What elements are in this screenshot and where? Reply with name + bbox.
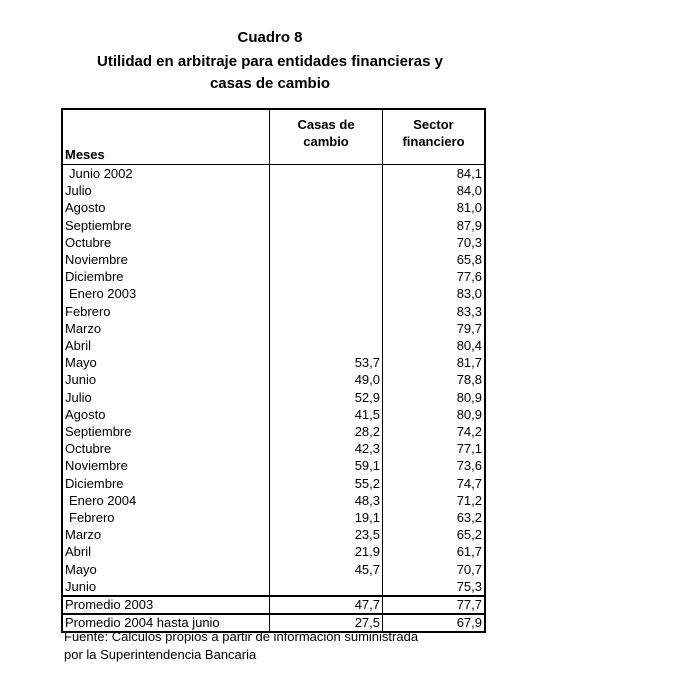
cell-sector [383, 354, 486, 371]
cell-casas [270, 371, 383, 388]
cell-sector-text: 77,1 [456, 441, 482, 457]
cell-casas [270, 526, 383, 543]
cell-casas-text: 47,7 [354, 597, 380, 613]
table-number: Cuadro 8 [237, 29, 303, 46]
cell-casas [270, 303, 383, 320]
table-row [62, 217, 485, 234]
cell-sector-text: 81,0 [456, 200, 482, 216]
cell-mes-text: Febrero [69, 510, 115, 526]
cell-casas [270, 561, 383, 578]
cell-casas-text: 23,5 [354, 527, 380, 543]
table-title-line1: Utilidad en arbitraje para entidades financieras y [97, 53, 443, 70]
cell-mes [62, 354, 270, 371]
cell-casas-text: 59,1 [354, 458, 380, 474]
cell-mes-text: Junio [65, 372, 97, 388]
cell-sector-text: 77,7 [456, 597, 482, 613]
cell-mes-text: Junio [65, 578, 97, 594]
cell-mes [62, 337, 270, 354]
cell-sector [383, 389, 486, 406]
cell-casas [270, 199, 383, 216]
cell-sector-text: 83,3 [456, 303, 482, 319]
cell-mes [62, 492, 270, 509]
cell-sector [383, 303, 486, 320]
cell-casas [270, 165, 383, 183]
cell-mes [62, 543, 270, 560]
cell-sector [383, 251, 486, 268]
cell-casas-text: 48,3 [354, 492, 380, 508]
cell-sector [383, 526, 486, 543]
cell-mes [62, 371, 270, 388]
cell-casas-text: 21,9 [354, 544, 380, 560]
cell-mes-text: Diciembre [65, 269, 124, 285]
cell-mes-text: Enero 2004 [69, 492, 137, 508]
cell-mes [62, 251, 270, 268]
cell-mes [62, 303, 270, 320]
table-row [62, 492, 485, 509]
data-table [61, 108, 486, 633]
cell-sector-text: 83,0 [456, 286, 482, 302]
cell-mes [62, 475, 270, 492]
cell-casas [270, 440, 383, 457]
cell-sector-text: 84,0 [456, 183, 482, 199]
table-row [62, 165, 485, 183]
cell-sector-text: 65,2 [456, 527, 482, 543]
table-row [62, 337, 485, 354]
cell-sector-text: 78,8 [456, 372, 482, 388]
source-note-line2: por la Superintendencia Bancaria [64, 647, 257, 662]
cell-sector-text: 77,6 [456, 269, 482, 285]
cell-casas [270, 492, 383, 509]
cell-casas [270, 596, 383, 614]
cell-mes [62, 320, 270, 337]
cell-sector-text: 79,7 [456, 320, 482, 336]
table-row [62, 371, 485, 388]
cell-casas-text: 45,7 [354, 561, 380, 577]
cell-mes-text: Octubre [65, 441, 112, 457]
table-row [62, 509, 485, 526]
cell-mes-text: Noviembre [65, 458, 128, 474]
cell-sector-text: 84,1 [456, 166, 482, 181]
cell-sector [383, 337, 486, 354]
cell-mes [62, 182, 270, 199]
cell-sector [383, 182, 486, 199]
table-row [62, 268, 485, 285]
cell-casas-text: 27,5 [354, 615, 380, 631]
cell-mes-text: Septiembre [65, 217, 132, 233]
cell-casas [270, 285, 383, 302]
cell-mes-text: Agosto [65, 200, 106, 216]
cell-mes-text: Diciembre [65, 475, 124, 491]
table-row [62, 526, 485, 543]
cell-sector [383, 199, 486, 216]
table-row [62, 406, 485, 423]
cell-sector [383, 457, 486, 474]
table-row [62, 389, 485, 406]
cell-sector-text: 65,8 [456, 252, 482, 268]
table-row [62, 561, 485, 578]
cell-mes-text: Promedio 2003 [65, 597, 154, 613]
cell-mes [62, 457, 270, 474]
cell-sector-text: 70,7 [456, 561, 482, 577]
cell-mes-text: Promedio 2004 hasta junio [65, 615, 220, 631]
cell-sector-text: 80,4 [456, 338, 482, 354]
cell-casas-text: 28,2 [354, 424, 380, 440]
cell-sector [383, 285, 486, 302]
cell-mes [62, 526, 270, 543]
cell-mes-text: Septiembre [65, 424, 132, 440]
cell-mes [62, 165, 270, 183]
cell-mes [62, 578, 270, 596]
cell-sector-text: 74,2 [456, 424, 482, 440]
cell-casas [270, 251, 383, 268]
cell-mes [62, 285, 270, 302]
header-sector-text: Sector financiero [402, 117, 465, 149]
cell-mes-text: Julio [65, 183, 92, 199]
cell-sector [383, 440, 486, 457]
cell-casas-text: 42,3 [354, 441, 380, 457]
cell-sector [383, 371, 486, 388]
cell-sector-text: 74,7 [456, 475, 482, 491]
header-sector-financiero [383, 109, 486, 165]
cell-casas [270, 406, 383, 423]
cell-casas-text: 49,0 [354, 372, 380, 388]
cell-sector [383, 561, 486, 578]
summary-body [62, 596, 485, 632]
table-row [62, 182, 485, 199]
cell-sector [383, 543, 486, 560]
cell-casas [270, 389, 383, 406]
cell-mes-text: Julio [65, 389, 92, 405]
table-row [62, 578, 485, 596]
cell-sector [383, 234, 486, 251]
cell-casas-text: 55,2 [354, 475, 380, 491]
cell-sector-text: 80,9 [456, 406, 482, 422]
cell-mes [62, 199, 270, 216]
cell-casas [270, 320, 383, 337]
cell-sector-text: 75,3 [456, 578, 482, 594]
cell-casas-text: 52,9 [354, 389, 380, 405]
cell-sector-text: 71,2 [456, 492, 482, 508]
cell-casas [270, 457, 383, 474]
cell-casas [270, 337, 383, 354]
cell-mes [62, 509, 270, 526]
cell-sector-text: 80,9 [456, 389, 482, 405]
cell-mes-text: Octubre [65, 234, 112, 250]
cell-mes [62, 389, 270, 406]
cell-casas [270, 234, 383, 251]
header-meses: Meses [62, 109, 270, 165]
table-row [62, 320, 485, 337]
cell-casas-text: 19,1 [354, 510, 380, 526]
table-row [62, 199, 485, 216]
table-row [62, 440, 485, 457]
cell-sector-text: 73,6 [456, 458, 482, 474]
table-title-line2: casas de cambio [209, 75, 331, 92]
cell-casas [270, 217, 383, 234]
cell-sector [383, 406, 486, 423]
cell-sector [383, 217, 486, 234]
cell-mes-text: Marzo [65, 527, 102, 543]
cell-mes [62, 596, 270, 614]
table-row [62, 457, 485, 474]
cell-mes [62, 561, 270, 578]
cell-mes-text: Agosto [65, 406, 106, 422]
cell-sector [383, 492, 486, 509]
cell-mes-text: Abril [65, 544, 92, 560]
cell-sector [383, 165, 486, 183]
header-casas-de-cambio [270, 109, 383, 165]
cell-sector [383, 423, 486, 440]
cell-mes [62, 217, 270, 234]
cell-casas [270, 475, 383, 492]
months-body [62, 165, 485, 597]
cell-mes [62, 406, 270, 423]
cell-sector-text: 70,3 [456, 234, 482, 250]
cell-mes-text: Abril [65, 338, 92, 354]
cell-mes-text: Mayo [65, 561, 97, 577]
cell-mes-text: Mayo [65, 355, 97, 371]
cell-sector [383, 509, 486, 526]
cell-sector-text: 61,7 [456, 544, 482, 560]
cell-casas [270, 354, 383, 371]
cell-mes-text: Febrero [65, 303, 111, 319]
table-row [62, 543, 485, 560]
header-casas-text: Casas de cambio [297, 117, 355, 149]
cell-casas [270, 182, 383, 199]
source-note-line1: Fuente: Cálculos propios a partir de información suministrada [64, 629, 419, 644]
cell-casas [270, 423, 383, 440]
cell-sector [383, 320, 486, 337]
table-row [62, 234, 485, 251]
table-row [62, 475, 485, 492]
cell-mes-text: Junio 2002 [69, 166, 133, 181]
cell-sector [383, 596, 486, 614]
table-row [62, 423, 485, 440]
cell-casas-text: 53,7 [354, 355, 380, 371]
table-row [62, 251, 485, 268]
table-row [62, 285, 485, 302]
cell-sector [383, 475, 486, 492]
table-row [62, 354, 485, 371]
cell-sector-text: 81,7 [456, 355, 482, 371]
cell-casas [270, 268, 383, 285]
cell-sector-text: 63,2 [456, 510, 482, 526]
cell-mes-text: Enero 2003 [69, 286, 137, 302]
cell-mes [62, 423, 270, 440]
cell-sector [383, 578, 486, 596]
cell-mes [62, 440, 270, 457]
cell-sector [383, 268, 486, 285]
table-row [62, 303, 485, 320]
cell-casas [270, 543, 383, 560]
cell-casas [270, 509, 383, 526]
summary-row [62, 596, 485, 614]
header-row [62, 109, 485, 165]
cell-mes-text: Marzo [65, 320, 102, 336]
cell-mes [62, 268, 270, 285]
cell-sector-text: 67,9 [456, 615, 482, 631]
cell-casas-text: 41,5 [354, 406, 380, 422]
cell-mes [62, 234, 270, 251]
cell-casas [270, 578, 383, 596]
cell-mes-text: Noviembre [65, 252, 128, 268]
cell-sector-text: 87,9 [456, 217, 482, 233]
